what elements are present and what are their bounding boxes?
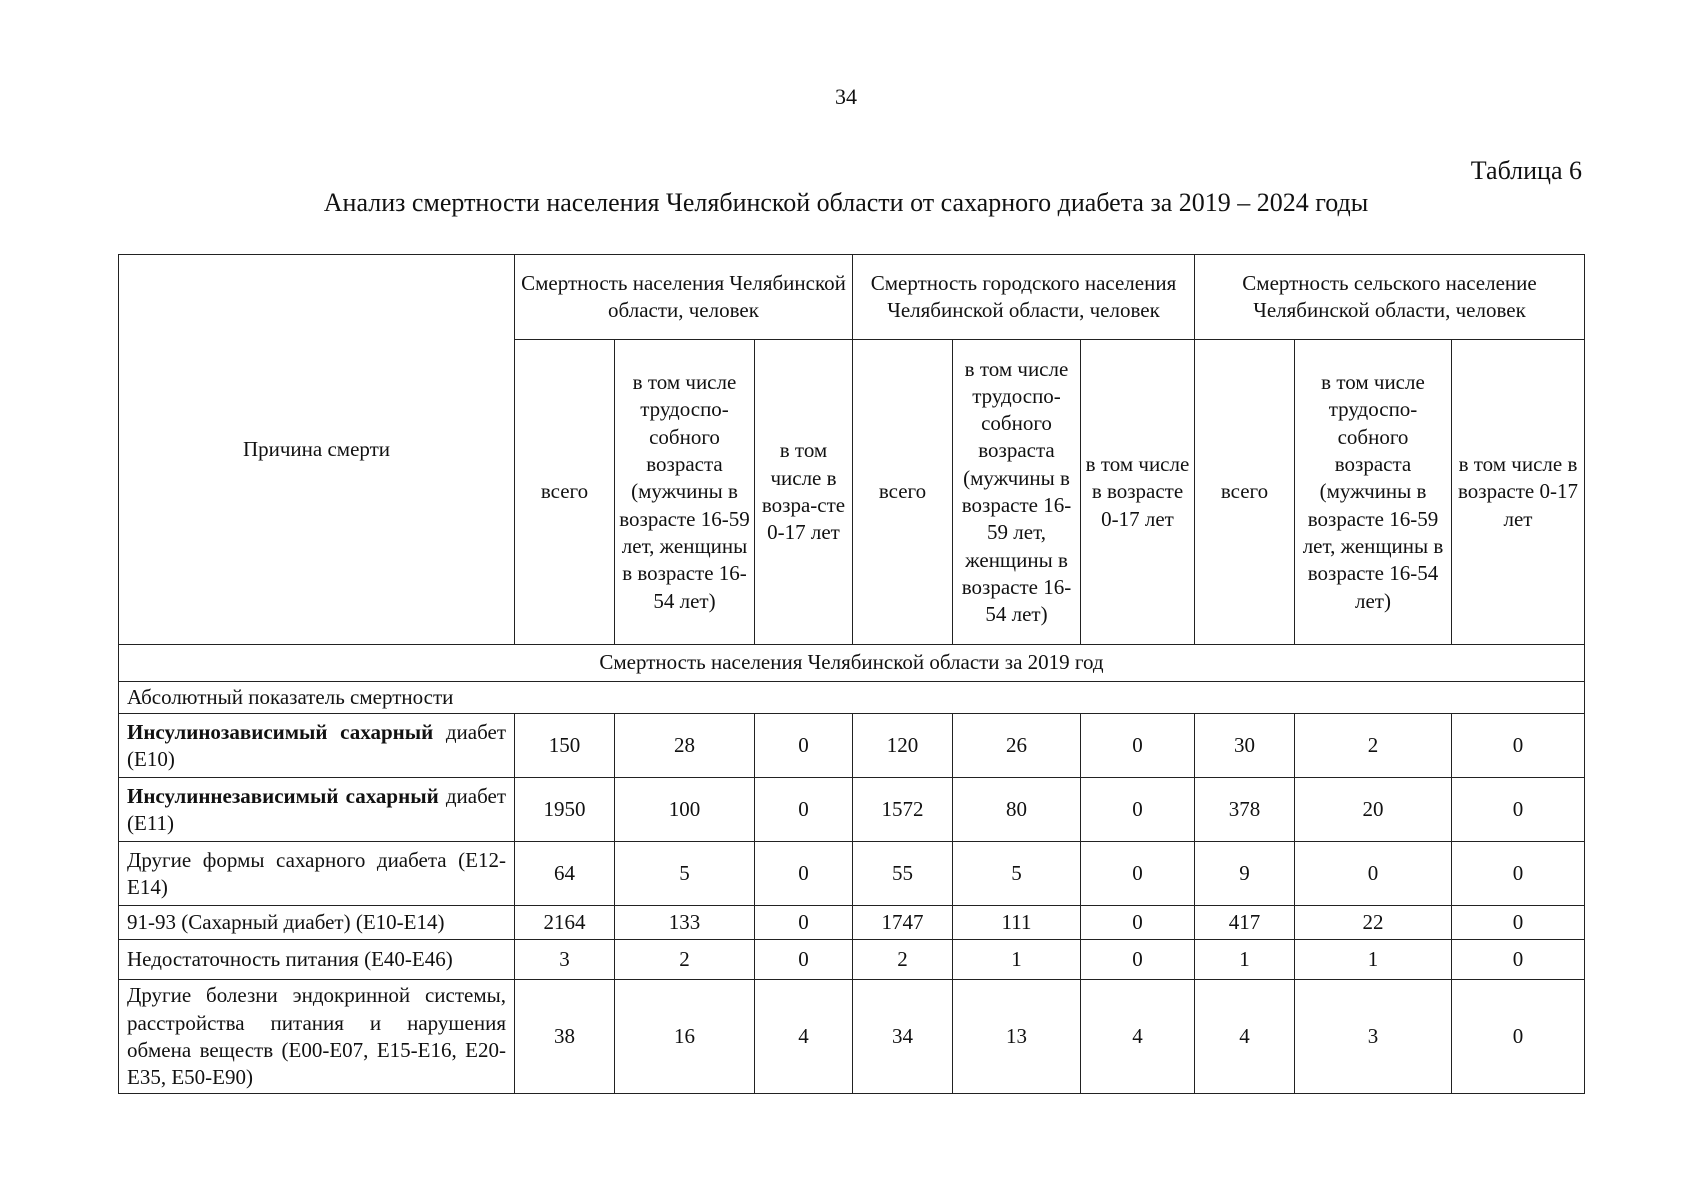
value-cell: 4 <box>1195 980 1295 1094</box>
value-cell: 2 <box>615 940 755 980</box>
value-cell: 2164 <box>515 906 615 940</box>
value-cell: 0 <box>1081 714 1195 778</box>
table-label: Таблица 6 <box>1470 156 1582 185</box>
value-cell: 0 <box>1452 714 1585 778</box>
value-cell: 80 <box>953 778 1081 842</box>
header-sub-working-age: в том числе трудоспо-собного возраста (мужчины в возрасте 16-59 лет, женщины в возрасте 16-54 лет) <box>1295 340 1452 645</box>
header-group-region: Смертность населения Челябинской области, человек <box>515 255 853 340</box>
value-cell: 2 <box>853 940 953 980</box>
value-cell: 0 <box>1081 778 1195 842</box>
header-sub-total: всего <box>515 340 615 645</box>
value-cell: 3 <box>515 940 615 980</box>
value-cell: 100 <box>615 778 755 842</box>
value-cell: 4 <box>1081 980 1195 1094</box>
cause-cell: Другие болезни эндокринной системы, расстройства питания и нарушения обмена веществ (E00-E07, E15-E16, E20-E35, E50-E90) <box>119 980 515 1094</box>
value-cell: 0 <box>1452 842 1585 906</box>
subsection-title: Абсолютный показатель смертности <box>119 682 1585 714</box>
value-cell: 0 <box>755 906 853 940</box>
cause-cell: Инсулинозависимый сахарный диабет (E10) <box>119 714 515 778</box>
value-cell: 0 <box>1295 842 1452 906</box>
value-cell: 0 <box>1081 842 1195 906</box>
value-cell: 0 <box>755 714 853 778</box>
table-body <box>119 714 1585 1094</box>
value-cell: 20 <box>1295 778 1452 842</box>
page-number: 34 <box>835 84 857 109</box>
header-sub-total: всего <box>853 340 953 645</box>
value-cell: 0 <box>1081 906 1195 940</box>
value-cell: 0 <box>1452 980 1585 1094</box>
table-row <box>119 906 1585 940</box>
value-cell: 34 <box>853 980 953 1094</box>
table-row <box>119 714 1585 778</box>
value-cell: 0 <box>1081 940 1195 980</box>
header-sub-working-age: в том числе трудоспо-собного возраста (мужчины в возрасте 16-59 лет, женщины в возрасте 16-54 лет) <box>615 340 755 645</box>
section-row <box>119 645 1585 682</box>
value-cell: 1950 <box>515 778 615 842</box>
value-cell: 9 <box>1195 842 1295 906</box>
value-cell: 0 <box>755 842 853 906</box>
value-cell: 150 <box>515 714 615 778</box>
value-cell: 13 <box>953 980 1081 1094</box>
value-cell: 5 <box>615 842 755 906</box>
table-row <box>119 940 1585 980</box>
value-cell: 0 <box>755 778 853 842</box>
value-cell: 4 <box>755 980 853 1094</box>
value-cell: 1747 <box>853 906 953 940</box>
header-sub-children: в том числе в возрасте 0-17 лет <box>1452 340 1585 645</box>
subsection-row <box>119 682 1585 714</box>
value-cell: 1572 <box>853 778 953 842</box>
value-cell: 120 <box>853 714 953 778</box>
value-cell: 417 <box>1195 906 1295 940</box>
cause-cell: 91-93 (Сахарный диабет) (E10-E14) <box>119 906 515 940</box>
cause-emphasis: Инсулиннезависимый сахарный <box>127 783 439 808</box>
header-sub-children: в том числе в возрасте 0-17 лет <box>1081 340 1195 645</box>
value-cell: 111 <box>953 906 1081 940</box>
value-cell: 0 <box>1452 940 1585 980</box>
document-title: Анализ смертности населения Челябинской области от сахарного диабета за 2019 – 2024 годы <box>323 188 1369 217</box>
value-cell: 0 <box>755 940 853 980</box>
value-cell: 3 <box>1295 980 1452 1094</box>
value-cell: 64 <box>515 842 615 906</box>
value-cell: 30 <box>1195 714 1295 778</box>
value-cell: 133 <box>615 906 755 940</box>
header-cause: Причина смерти <box>119 255 515 645</box>
value-cell: 0 <box>1452 906 1585 940</box>
table-row <box>119 980 1585 1094</box>
cause-cell: Другие формы сахарного диабета (E12-E14) <box>119 842 515 906</box>
header-sub-children: в том числе в возра-сте 0-17 лет <box>755 340 853 645</box>
section-title: Смертность населения Челябинской области за 2019 год <box>119 645 1585 682</box>
header-sub-working-age: в том числе трудоспо-собного возраста (мужчины в возрасте 16-59 лет, женщины в возрасте 16-54 лет) <box>953 340 1081 645</box>
value-cell: 55 <box>853 842 953 906</box>
header-sub-total: всего <box>1195 340 1295 645</box>
value-cell: 1 <box>1195 940 1295 980</box>
table-row <box>119 842 1585 906</box>
cause-cell: Инсулиннезависимый сахарный диабет (E11) <box>119 778 515 842</box>
header-group-row <box>119 255 1585 340</box>
value-cell: 2 <box>1295 714 1452 778</box>
header-group-urban: Смертность городского населения Челябинской области, человек <box>853 255 1195 340</box>
table-row <box>119 778 1585 842</box>
cause-emphasis: Инсулинозависимый сахарный <box>127 719 434 744</box>
value-cell: 5 <box>953 842 1081 906</box>
value-cell: 1 <box>953 940 1081 980</box>
value-cell: 1 <box>1295 940 1452 980</box>
value-cell: 378 <box>1195 778 1295 842</box>
value-cell: 38 <box>515 980 615 1094</box>
value-cell: 0 <box>1452 778 1585 842</box>
value-cell: 16 <box>615 980 755 1094</box>
value-cell: 22 <box>1295 906 1452 940</box>
value-cell: 26 <box>953 714 1081 778</box>
header-group-rural: Смертность сельского население Челябинской области, человек <box>1195 255 1585 340</box>
cause-cell: Недостаточность питания (E40-E46) <box>119 940 515 980</box>
value-cell: 28 <box>615 714 755 778</box>
mortality-table <box>118 254 1585 1094</box>
